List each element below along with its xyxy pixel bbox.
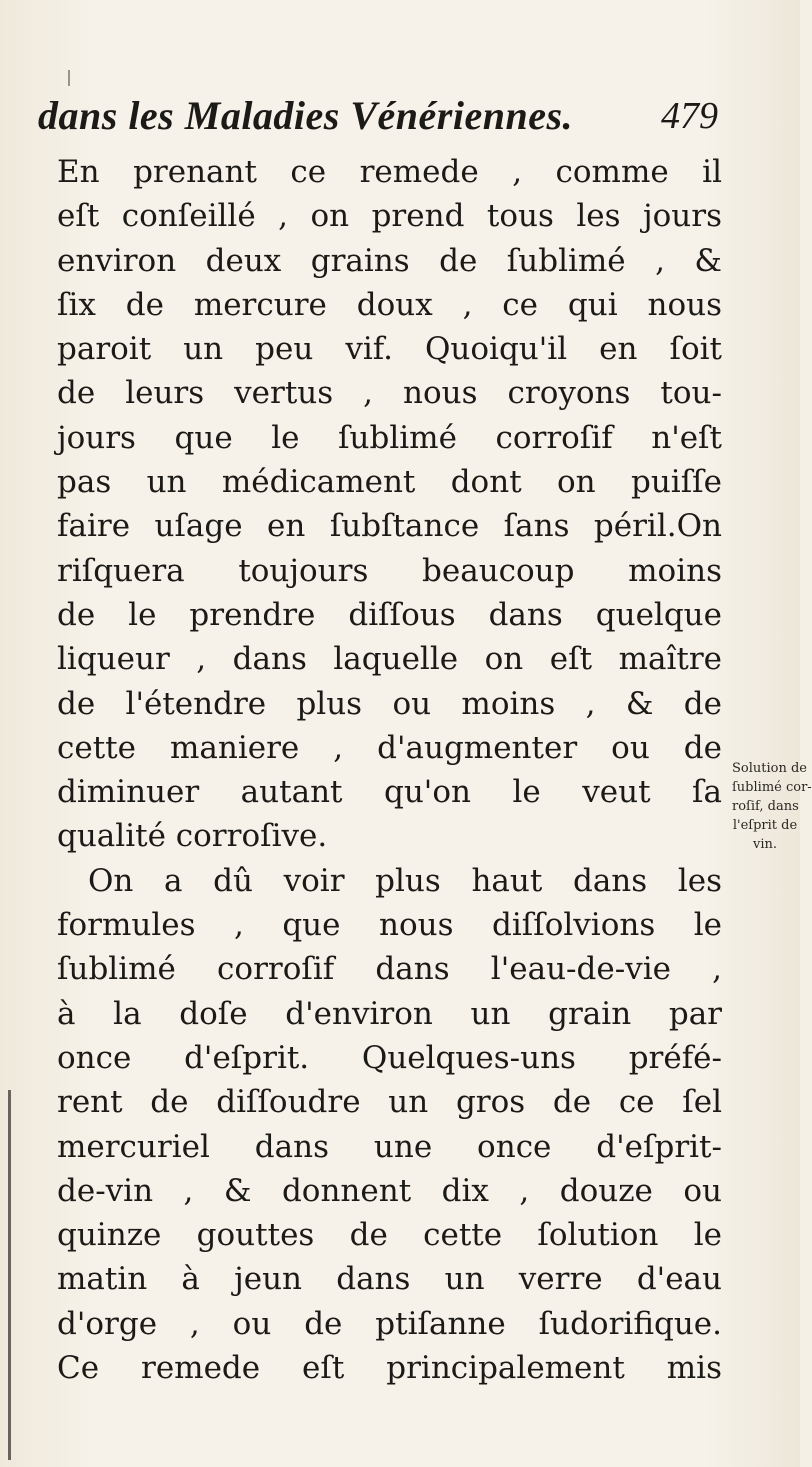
text-line: de-vin , & donnent dix , douze ou <box>57 1172 722 1209</box>
text-line: jours que le ſublimé corroſif n'eſt <box>57 419 722 456</box>
text-line: On a dû voir plus haut dans les <box>88 862 722 899</box>
text-line: quinze gouttes de cette ſolution le <box>57 1217 722 1254</box>
page-header <box>38 92 718 152</box>
text-line: Ce remede eſt principalement mis <box>57 1350 722 1387</box>
text-line: mercuriel dans une once d'eſprit- <box>57 1128 722 1165</box>
text-line: à la doſe d'environ un grain par <box>57 995 722 1032</box>
page-number: 479 <box>661 95 718 137</box>
running-title: dans les Maladies Vénériennes. <box>38 93 574 138</box>
text-line: faire uſage en ſubſtance ſans péril.On <box>57 508 722 545</box>
margin-note-line: l'eſprit de <box>732 818 798 833</box>
paragraph-1 <box>57 150 722 859</box>
text-line: riſquera toujours beaucoup moins <box>57 552 722 589</box>
margin-note <box>732 759 812 854</box>
paragraph-2 <box>57 859 722 1391</box>
text-line: environ deux grains de ſublimé , & <box>57 242 722 279</box>
paper-mark <box>68 70 70 86</box>
text-line: eſt conſeillé , on prend tous les jours <box>57 198 722 235</box>
text-line: diminuer autant qu'on le veut ſa <box>57 774 722 811</box>
text-line: d'orge , ou de ptiſanne ſudorifique. <box>57 1305 722 1342</box>
text-line: formules , que nous diſſolvions le <box>57 907 722 944</box>
body-text <box>57 150 722 1390</box>
text-line: matin à jeun dans un verre d'eau <box>57 1261 722 1298</box>
margin-note-line: vin. <box>752 837 777 852</box>
margin-note-line: Solution de <box>732 761 807 776</box>
text-line: En prenant ce remede , comme il <box>57 154 722 190</box>
text-line: paroit un peu vif. Quoiqu'il en ſoit <box>57 331 722 368</box>
text-line: once d'eſprit. Quelques-uns préfé- <box>57 1039 722 1076</box>
text-line: ſix de mercure doux , ce qui nous <box>57 286 722 323</box>
margin-note-line: roſif, dans <box>732 799 799 814</box>
text-line: liqueur , dans laquelle on eſt maître <box>57 641 722 678</box>
text-line: cette maniere , d'augmenter ou de <box>57 729 722 766</box>
text-line: ſublimé corroſif dans l'eau-de-vie , <box>57 951 722 988</box>
page-edge-shadow <box>8 1090 11 1460</box>
text-line: de l'étendre plus ou moins , & de <box>57 685 722 722</box>
text-line: pas un médicament dont on puiſſe <box>57 464 722 501</box>
text-line: rent de diſſoudre un gros de ce ſel <box>57 1084 722 1121</box>
text-line: qualité corroſive. <box>57 818 328 855</box>
text-line: de le prendre diſſous dans quelque <box>57 596 722 633</box>
text-line: de leurs vertus , nous croyons tou- <box>57 375 722 412</box>
margin-note-line: ſublimé cor- <box>732 780 812 795</box>
